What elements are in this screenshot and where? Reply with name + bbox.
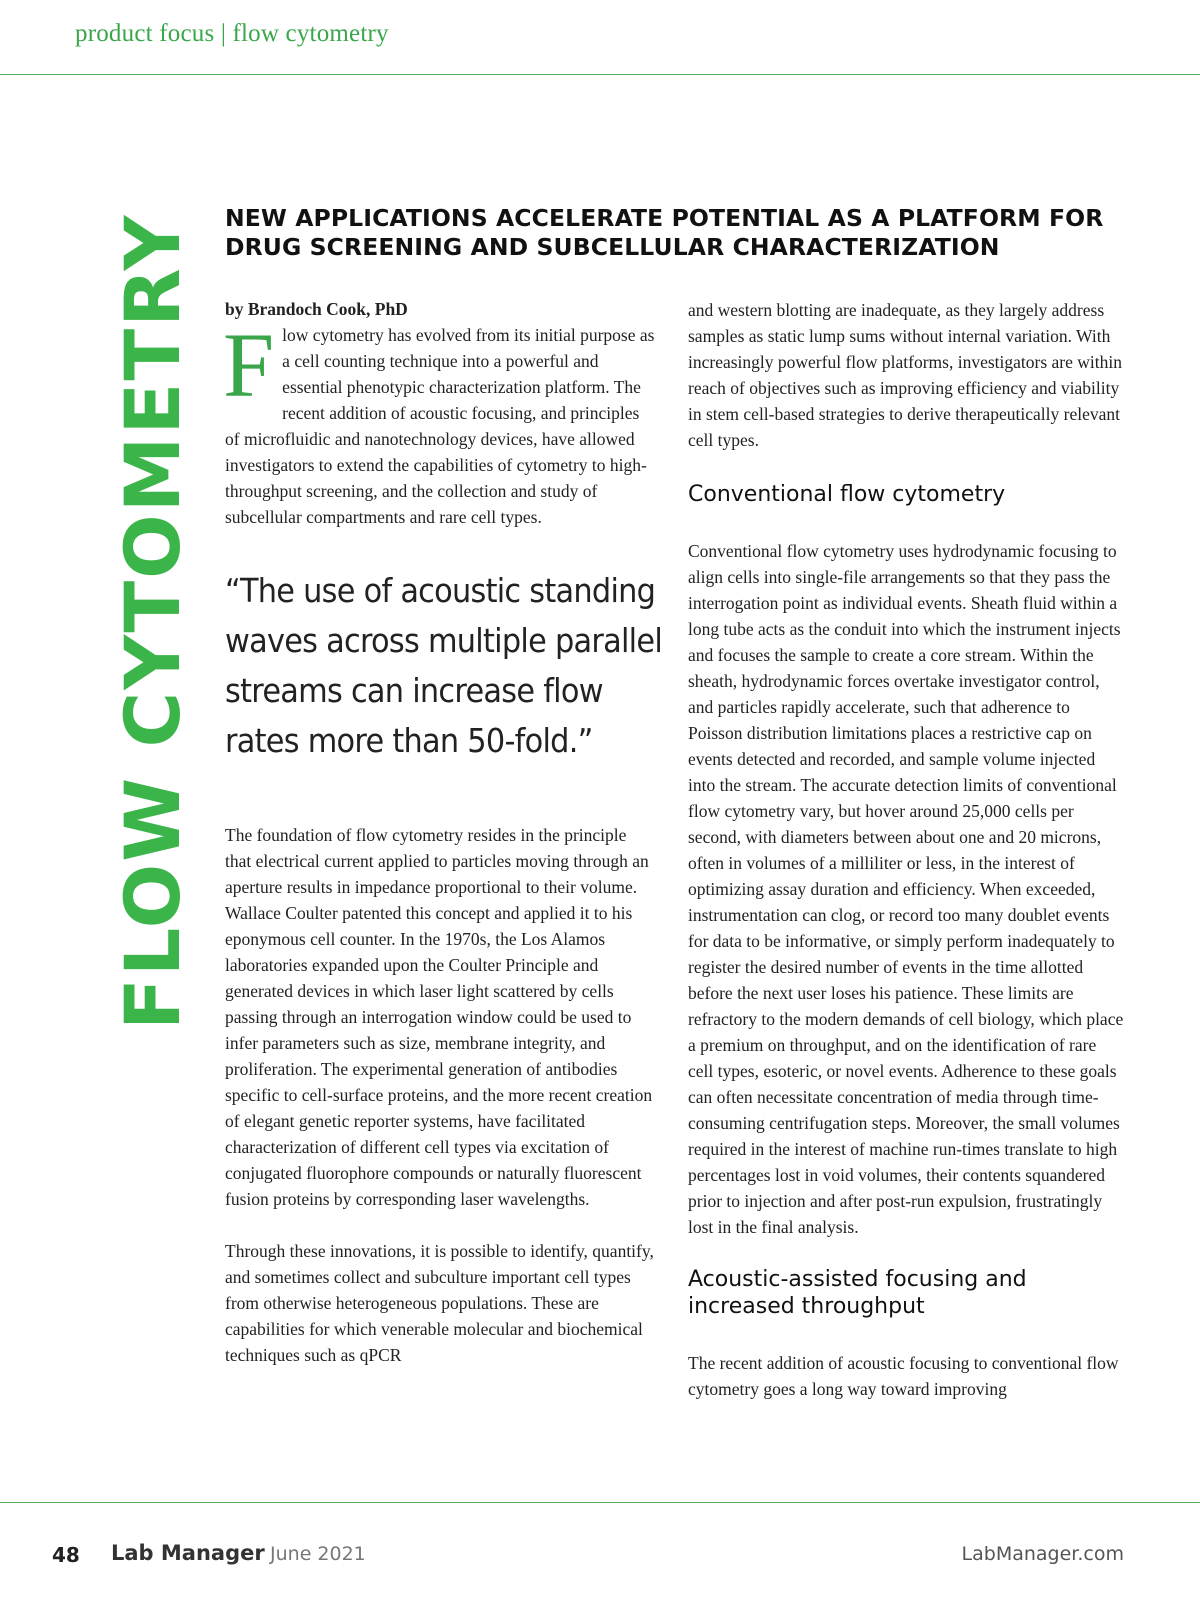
section-heading-conventional: Conventional flow cytometry: [688, 482, 1006, 507]
page-number: 48: [52, 1543, 80, 1567]
section-header: product focus | flow cytometry: [75, 20, 389, 47]
issue-date: June 2021: [270, 1543, 366, 1565]
article-headline: NEW APPLICATIONS ACCELERATE POTENTIAL AS A PLATFORM FOR DRUG SCREENING AND SUBCELLULAR CHARACTERIZATION: [225, 204, 1104, 261]
body-paragraph: Conventional flow cytometry uses hydrodynamic focusing to align cells into single-file arrangements so that they pass the interrogation point as individual events. Sheath fluid within a long tube acts as the conduit into which the instrument injects and focuses the sample to create a core stream. Within the sheath, hydrodynamic forces overtake investigator control, and particles rapidly accelerate, such that adherence to Poisson distribution limitations places a restrictive cap on events detected and recorded, and sample volume injected into the stream. The accurate detection limits of conventional flow cytometry vary, but hover around 25,000 cells per second, with diameters between about one and 20 microns, often in volumes of a milliliter or less, in the interest of optimizing assay duration and efficiency. When exceeded, instrumentation can clog, or record too many doublet events for data to be informative, or simply perform inadequately to register the desired number of events in the time allotted before the next user loses his patience. These limits are refractory to the modern demands of cell biology, which place a premium on throughput, and on the identification of rare cell types, esoteric, or novel events. Adherence to these goals can often necessitate concentration of media through time-consuming centrifugation steps. Moreover, the small volumes required in the interest of machine run-times translate to high percentages lost in void volumes, their contents squandered prior to injection and after post-run expulsion, frustratingly lost in the final analysis.: [688, 541, 1124, 1237]
intro-paragraph: [223, 314, 657, 530]
drop-cap: F: [223, 314, 275, 416]
top-divider: [0, 74, 1200, 75]
right-column: [688, 297, 1124, 1402]
magazine-name: Lab Manager: [111, 1541, 265, 1565]
vertical-section-title: FLOW CYTOMETRY: [108, 213, 197, 1030]
bottom-divider: [0, 1502, 1200, 1503]
left-column: [223, 296, 663, 1368]
section-heading-acoustic: Acoustic-assisted focusing and increased throughput: [688, 1267, 1027, 1319]
body-paragraph: The foundation of flow cytometry resides in the principle that electrical current applied to particles moving through an aperture results in impedance proportional to their volume. Wallace Coulter patented this concept and applied it to his eponymous cell counter. In the 1970s, the Los Alamos laboratories expanded upon the Coulter Principle and generated devices in which laser light scattered by cells passing through an interrogation window could be used to infer parameters such as size, membrane integrity, and proliferation. The experimental generation of antibodies specific to cell-surface proteins, and the more recent creation of elegant genetic reporter systems, have facilitated characterization of different cell types via excitation of conjugated fluorophore compounds or naturally fluorescent fusion proteins by corresponding laser wavelengths.: [225, 825, 653, 1209]
byline: by Brandoch Cook, PhD: [225, 299, 408, 319]
body-paragraph: The recent addition of acoustic focusing to conventional flow cytometry goes a long way toward improving: [688, 1353, 1119, 1399]
website-link[interactable]: LabManager.com: [961, 1543, 1124, 1565]
body-paragraph: Through these innovations, it is possible to identify, quantify, and sometimes collect and subculture important cell types from otherwise heterogeneous populations. These are capabilities for which venerable molecular and biochemical techniques such as qPCR: [225, 1241, 654, 1365]
intro-text: low cytometry has evolved from its initial purpose as a cell counting technique into a powerful and essential phenotypic characterization platform. The recent addition of acoustic focusing, and principles of microfluidic and nanotechnology devices, have allowed investigators to extend the capabilities of cytometry to high-throughput screening, and the collection and study of subcellular compartments and rare cell types.: [225, 325, 655, 527]
pull-quote: “The use of acoustic standing waves across multiple parallel streams can increase flow rates more than 50-fold.”: [225, 571, 663, 760]
continued-paragraph: and western blotting are inadequate, as they largely address samples as static lump sums without internal variation. With increasingly powerful flow platforms, investigators are within reach of objectives such as improving efficiency and viability in stem cell-based strategies to derive therapeutically relevant cell types.: [688, 300, 1122, 450]
